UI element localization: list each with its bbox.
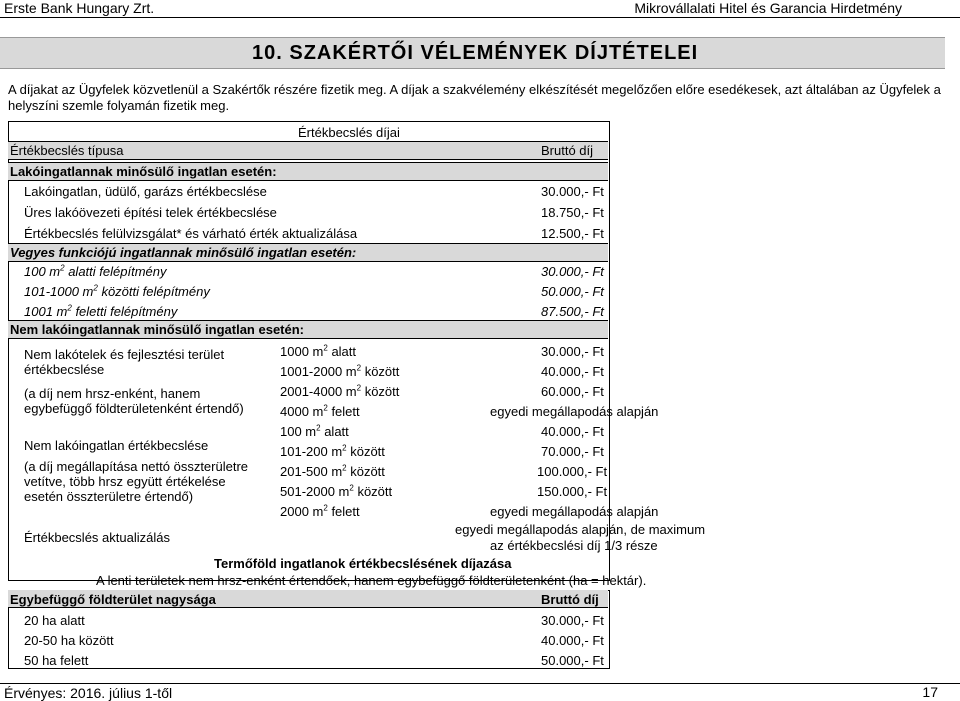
mixed-fee: 30.000,- Ft xyxy=(541,264,604,279)
update-fee-line2: az értékbecslési díj 1/3 része xyxy=(490,538,658,553)
mixed-heading: Vegyes funkciójú ingatlannak minősülő ingatlan esetén: xyxy=(10,245,357,260)
residential-label: Üres lakóövezeti építési telek értékbecslése xyxy=(24,205,277,220)
land-fee: 30.000,- Ft xyxy=(541,344,604,359)
header-divider xyxy=(0,17,960,18)
land-label: Nem lakótelek és fejlesztési terület értékbecslése xyxy=(24,347,225,377)
residential-fee: 12.500,- Ft xyxy=(541,226,604,241)
mixed-label: 1001 $m^2$ feletti felépítmény xyxy=(24,303,178,319)
footer-divider xyxy=(0,683,960,684)
residential-fee: 18.750,- Ft xyxy=(541,205,604,220)
farmland-subtitle: A lenti területek nem hrsz-enként értendőek, hanem egybefüggő földterületenként (ha = hektár). xyxy=(96,573,647,588)
update-fee-line1: egyedi megállapodás alapján, de maximum xyxy=(455,522,706,537)
farmland-area: 20-50 ha között xyxy=(24,633,114,648)
mixed-fee: 87.500,- Ft xyxy=(541,304,604,319)
section-title: 10. SZAKÉRTŐI VÉLEMÉNYEK DÍJTÉTELEI xyxy=(252,42,699,64)
nonres-fee: egyedi megállapodás alapján xyxy=(490,504,659,519)
land-fee: egyedi megállapodás alapján xyxy=(490,404,659,419)
nonres-size: 101-200 $m^2$ között xyxy=(280,443,385,459)
section-title-bar xyxy=(0,37,945,69)
land-size: 4000 $m^2$ felett xyxy=(280,403,360,419)
land-size: 1000 $m^2$ alatt xyxy=(280,343,357,359)
nonres-size: 501-2000 $m^2$ között xyxy=(280,483,393,499)
nonres-heading: Nem lakóingatlannak minősülő ingatlan esetén: xyxy=(10,322,305,337)
document-title: Mikrovállalati Hitel és Garancia Hirdetmény xyxy=(634,0,902,16)
update-label: Értékbecslés aktualizálás xyxy=(24,530,170,545)
table-caption: Értékbecslés díjai xyxy=(298,125,400,140)
land-fee: 40.000,- Ft xyxy=(541,364,604,379)
land-fee: 60.000,- Ft xyxy=(541,384,604,399)
bank-name: Erste Bank Hungary Zrt. xyxy=(4,0,155,16)
nonres-fee: 40.000,- Ft xyxy=(541,424,604,439)
farmland-title: Termőföld ingatlanok értékbecslésének díjazása xyxy=(214,556,512,571)
validity-date: Érvényes: 2016. július 1-től xyxy=(4,685,173,701)
intro-paragraph: A díjakat az Ügyfelek közvetlenül a Szakértők részére fizetik meg. A díjak a szakvélemény elkészítését megelőzően előre esedékesek, azt általában az Ügyfelek a helyszíni szemle folyamán fizetik meg. xyxy=(8,82,941,113)
land-size: 2001-4000 $m^2$ között xyxy=(280,383,400,399)
nonres-label: Nem lakóingatlan értékbecslése xyxy=(24,438,209,453)
mixed-fee: 50.000,- Ft xyxy=(541,284,604,299)
land-note: (a díj nem hrsz-enként, hanem egybefüggő földterületenként értendő) xyxy=(24,386,244,416)
farmland-fee: 50.000,- Ft xyxy=(541,653,604,668)
residential-label: Lakóingatlan, üdülő, garázs értékbecslése xyxy=(24,184,267,199)
farmland-area: 20 ha alatt xyxy=(24,613,85,628)
nonres-size: 2000 $m^2$ felett xyxy=(280,503,360,519)
mixed-label: 101-1000 $m^2$ közötti felépítmény xyxy=(24,283,210,299)
nonres-size: 100 $m^2$ alatt xyxy=(280,423,349,439)
residential-label: Értékbecslés felülvizsgálat* és várható érték aktualizálása xyxy=(24,226,358,241)
residential-fee: 30.000,- Ft xyxy=(541,184,604,199)
farmland-fee: 30.000,- Ft xyxy=(541,613,604,628)
col-header-fee: Bruttó díj xyxy=(541,143,594,158)
farmland-fee: 40.000,- Ft xyxy=(541,633,604,648)
land-size: 1001-2000 $m^2$ között xyxy=(280,363,400,379)
nonres-note: (a díj megállapítása nettó összterületre vetítve, több hrsz együtt értékelése esetén összterületre értendő) xyxy=(24,459,249,504)
col-header-area: Egybefüggő földterület nagysága xyxy=(10,592,216,607)
farmland-area: 50 ha felett xyxy=(24,653,89,668)
mixed-label: 100 $m^2$ alatti felépítmény xyxy=(24,263,167,279)
residential-heading: Lakóingatlannak minősülő ingatlan esetén: xyxy=(10,164,277,179)
page-number: 17 xyxy=(922,684,938,700)
nonres-fee: 100.000,- Ft xyxy=(537,464,608,479)
nonres-size: 201-500 $m^2$ között xyxy=(280,463,385,479)
col-header-type: Értékbecslés típusa xyxy=(10,143,124,158)
nonres-fee: 70.000,- Ft xyxy=(541,444,604,459)
nonres-fee: 150.000,- Ft xyxy=(537,484,608,499)
col-header-fee: Bruttó díj xyxy=(541,592,599,607)
